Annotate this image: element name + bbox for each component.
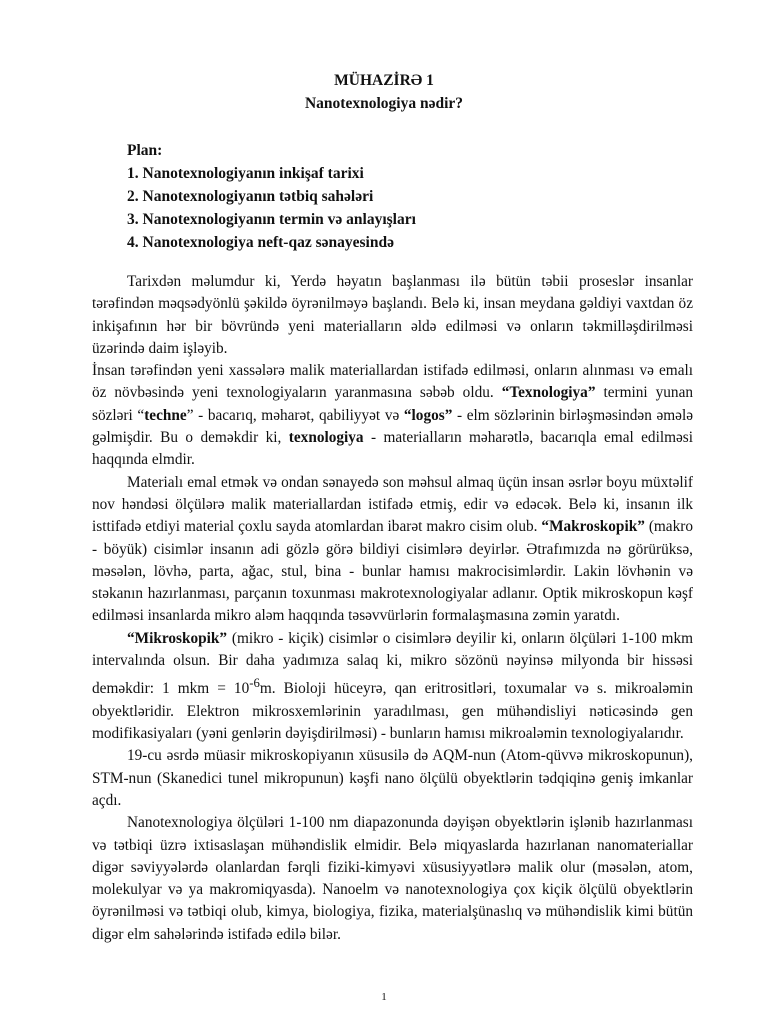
p4-text-c: m. Bioloji hüceyrə, qan eritrositləri, toxumalar və s. mikroaləmin obyektləridir. Elektron mikrosxemlərinin yaradılması, gen mühəndisliyi nəticəsində gen modifikasiyaları (yəni genlərin dəyişdirilməsi) - bunların hamısı mikroaləmin texnologiyalarıdır. <box>92 680 693 743</box>
p2-text-i: - materialların məharətlə, bacarıqla emal edilməsi haqqında elmdir. <box>92 429 693 469</box>
p3-text-a: Materialı emal etmək və ondan sənayedə son məhsul almaq üçün insan əsrlər boyu müxtəlif nov həndəsi ölçülərə malik materiallardan istifadə etmiş, edir və edəcək. Belə ki, insanın ilk isttifadə etdiyi material çoxlu sayda atomlardan ibarət makro cisim olub. <box>92 473 693 536</box>
exponent: -6 <box>249 676 260 691</box>
plan-item-3: 3. Nanotexnologiyanın termin və anlayışları <box>127 211 416 228</box>
paragraph-4 <box>92 628 693 746</box>
page-subtitle: Nanotexnologiya nədir? <box>304 95 464 112</box>
term-texnologiya-quoted: “Texnologiya” <box>501 384 596 402</box>
paragraph-1: Tarixdən məlumdur ki, Yerdə həyatın başlanması ilə bütün təbii proseslər insanlar tərəfindən məqsədyönlü şəkildə öyrənilməyə başlandı. Belə ki, insan meydana gəldiyi vaxtdan öz inkişafının hər bir bövründə yeni materialların əldə edilməsi və onların təkmilləşdirilməsi üzərində daim işləyib. <box>92 273 693 357</box>
p4-text-b: (mikro - kiçik) cisimlər o cisimlərə deyilir ki, onların ölçüləri 1-100 mkm intervalında olsun. Bir daha yadımıza salaq ki, mikro sözönü nəyinsə milyonda bir hissəsi deməkdir: 1 mkm = 10 <box>92 629 693 698</box>
body-text <box>92 271 693 946</box>
plan-section <box>127 139 416 254</box>
p3-text-c: (makro - böyük) cisimlər insanın adi gözlə görə bildiyi cisimlərə deyirlər. Ətrafımızda nə görürüksə, məsələn, lövhə, parta, ağac, stul, bina - bunlar hamısı makrocisimlərdir. Lakin lövhənin və stəkanın hazırlanması, parçanın toxunması makrotexnologiyalar adlanır. Optik mikroskopun kəşf edilməsi insanlarda mikro aləm haqqında təsəvvürlərin formalaşmasına zəmin yaratdı. <box>92 518 693 625</box>
plan-item-2: 2. Nanotexnologiyanın tətbiq sahələri <box>127 188 374 205</box>
term-techne: techne <box>144 406 187 424</box>
term-mikroskopik: “Mikroskopik” <box>127 629 228 647</box>
paragraph-2 <box>92 360 693 471</box>
term-makroskopik: “Makroskopik” <box>541 518 645 536</box>
p2-text-e: ” - bacarıq, məharət, qabiliyyət və <box>186 406 400 424</box>
paragraph-5: 19-cu əsrdə müasir mikroskopiyanın xüsusilə də AQM-nun (Atom-qüvvə mikroskopunun), STM-nun (Skanedici tunel mikropunun) kəşfi nano ölçülü obyektlərin tədqiqinə geniş imkanlar açdı. <box>92 747 693 809</box>
page-title: MÜHAZİRƏ 1 <box>334 72 434 89</box>
plan-item-4: 4. Nanotexnologiya neft-qaz sənayesində <box>127 234 394 251</box>
p2-text-g: - elm sözlərinin birləşməsindən əmələ gəlmişdir. Bu o deməkdir ki, <box>92 406 694 447</box>
paragraph-3 <box>92 472 693 628</box>
p2-text-a: İnsan tərəfindən yeni xassələrə malik materiallardan istifadə edilməsi, onların alınması və emalı öz növbəsində yeni texnologiyaların yaranmasına səbəb oldu. <box>92 362 693 402</box>
term-logos: “logos” <box>403 406 453 424</box>
term-texnologiya: texnologiya <box>288 429 364 447</box>
plan-item-1: 1. Nanotexnologiyanın inkişaf tarixi <box>127 165 364 182</box>
plan-heading: Plan: <box>127 142 163 159</box>
page-number: 1 <box>381 991 387 1003</box>
p2-text-c: termini yunan sözləri “ <box>92 384 694 424</box>
paragraph-6: Nanotexnologiya ölçüləri 1-100 nm diapazonunda dəyişən obyektlərin işlənib hazırlanması və tətbiqi üzrə ixtisaslaşan mühəndislik elmidir. Belə miqyaslarda hazırlanan nanomateriallar digər səviyyələrdə olanlardan fərqli fiziki-kimyəvi xüsusiyyətlərə malik olur (məsələn, atom, molekulyar və ya makromiqyasda). Nanoelm və nanotexnologiya çox kiçik ölçülü obyektlərin öyrənilməsi və tətbiqi olub, kimya, biologiya, fizika, materialşünaslıq və mühəndislik kimi bütün digər elm sahələrində istifadə edilə bilər. <box>92 814 693 943</box>
